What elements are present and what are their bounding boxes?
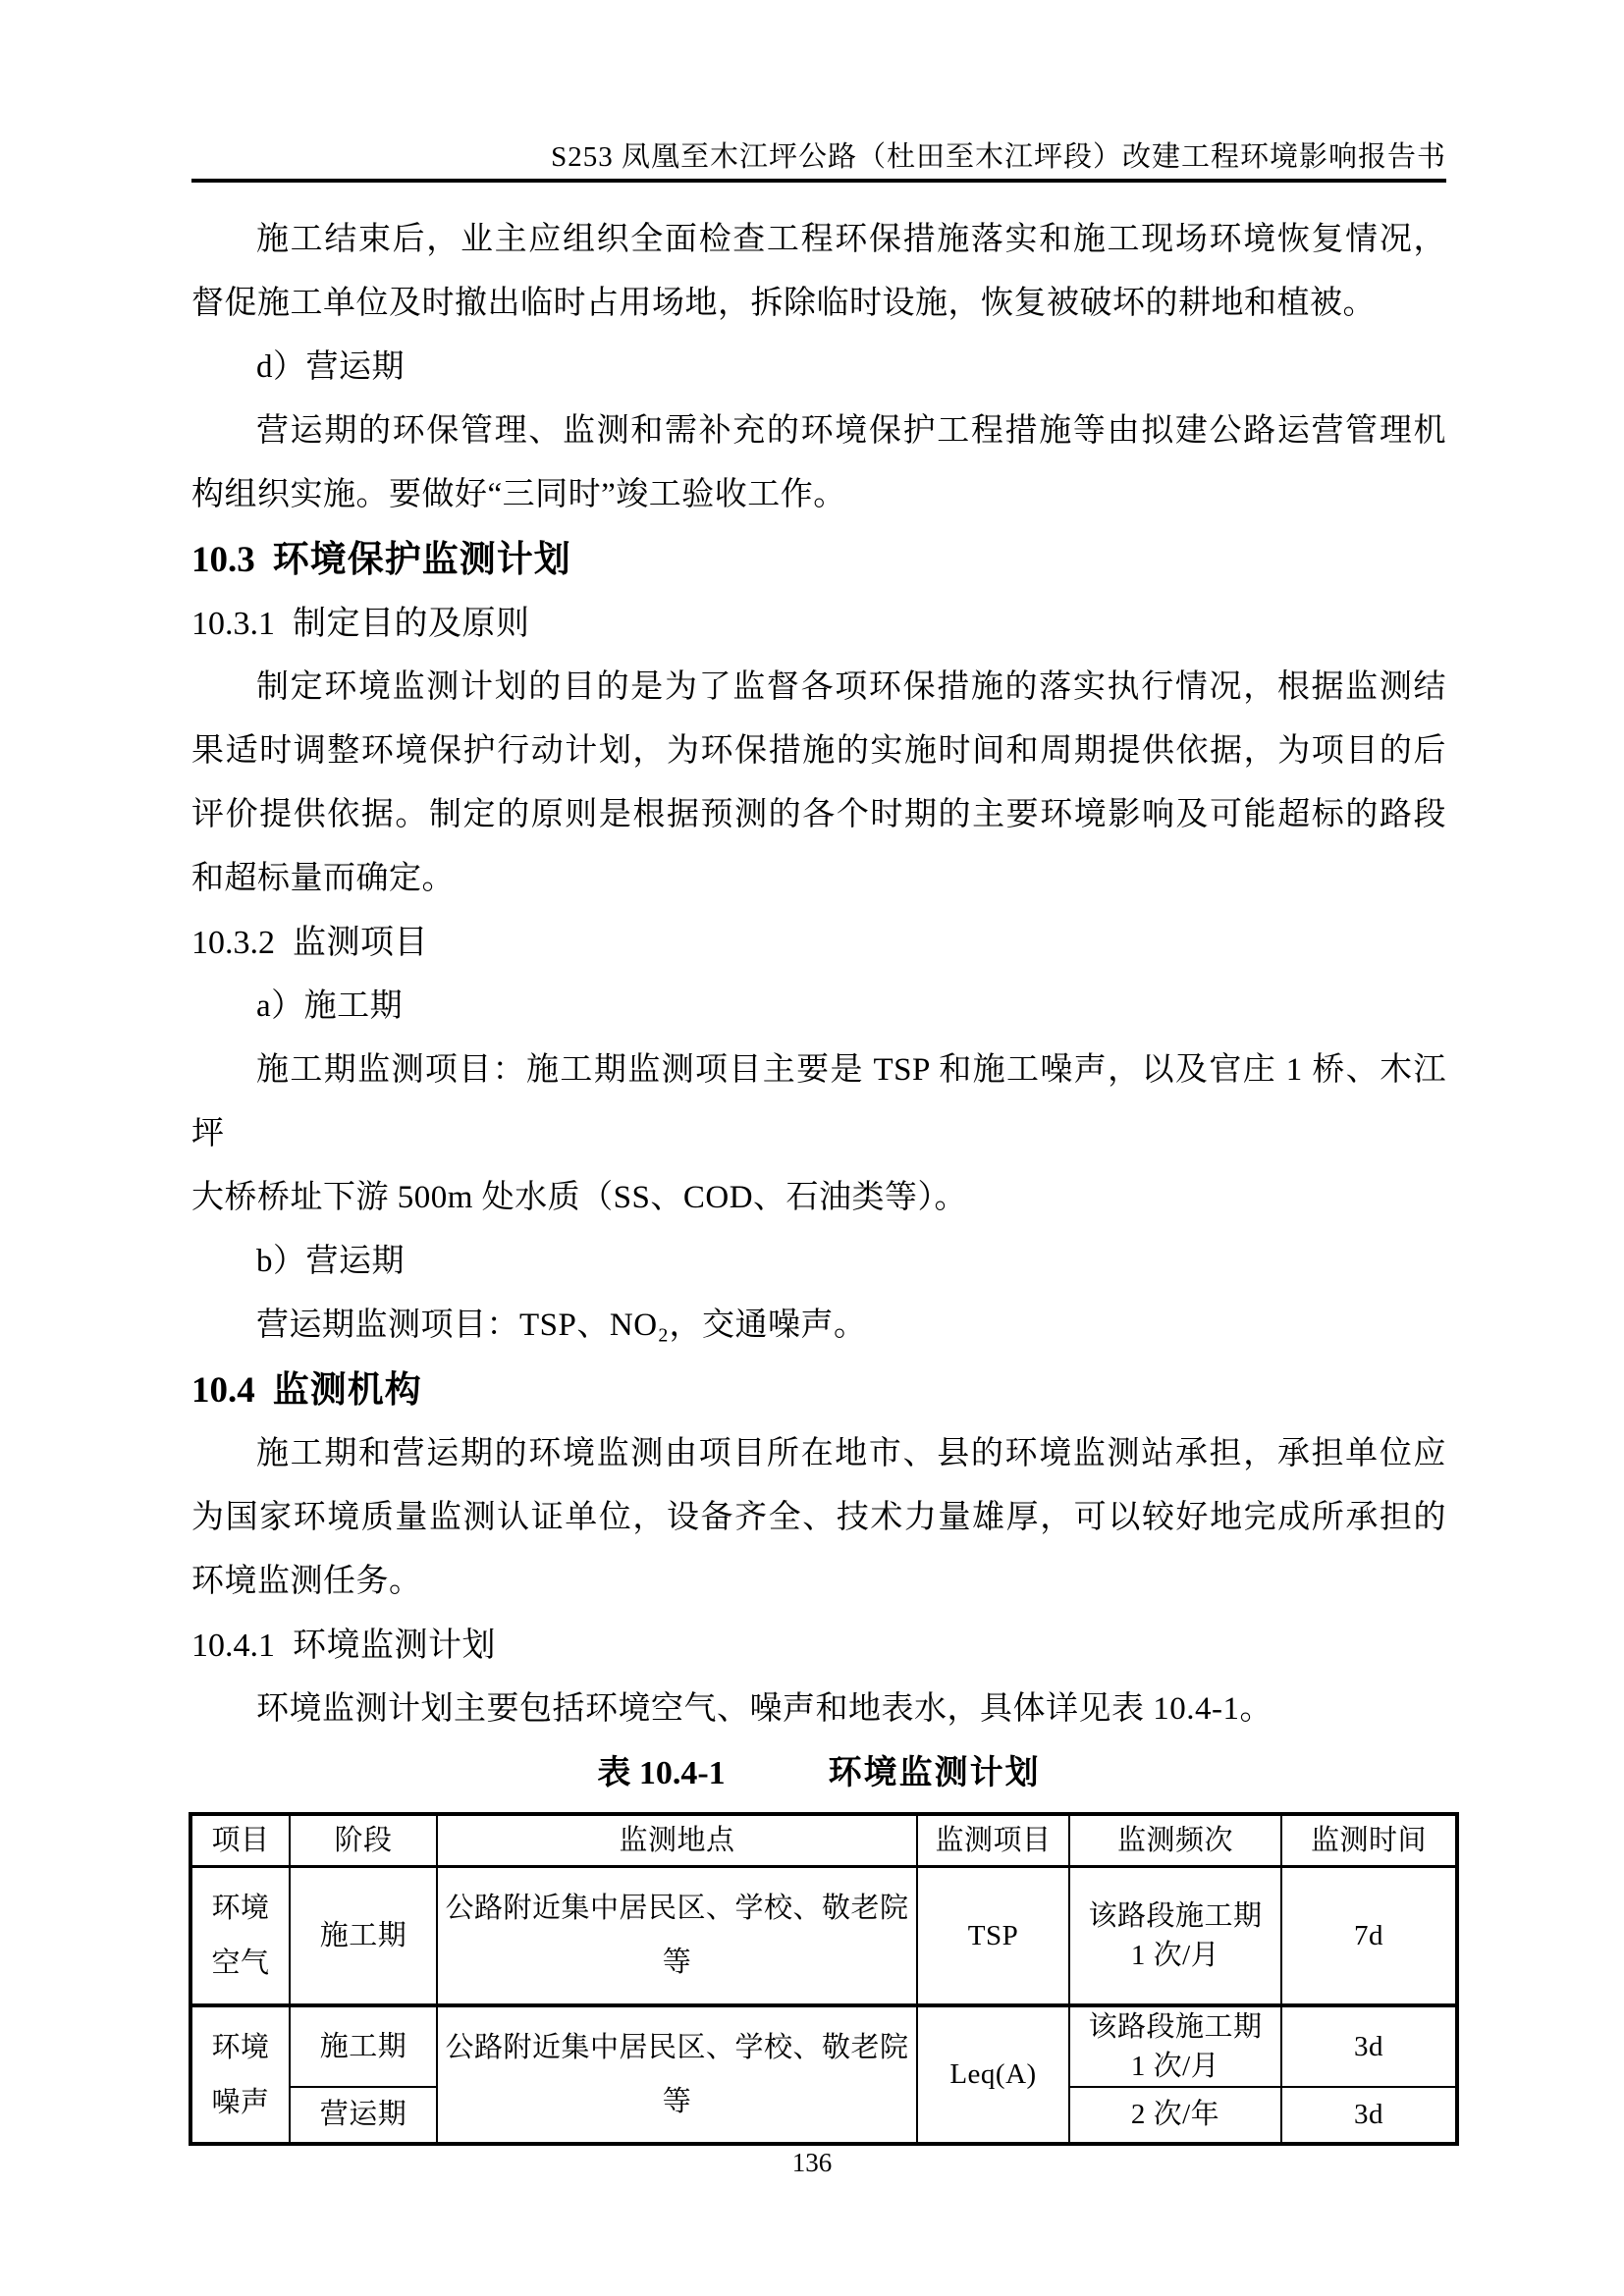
- cell-noise-frequency-construction: 该路段施工期 1 次/月: [1069, 2005, 1281, 2087]
- table-header-row: [190, 1814, 1457, 1867]
- subsection-heading-10-3-2: [191, 911, 1446, 975]
- column-header-item: 项目: [190, 1814, 290, 1867]
- paragraph-line: 构组织实施。要做好“三同时”竣工验收工作。: [191, 477, 846, 512]
- cell-air-parameter: TSP: [917, 1867, 1069, 2006]
- cell-air-item: 环境空气: [190, 1867, 290, 2006]
- section-heading-10-3: [191, 527, 1446, 592]
- table-caption: [191, 1741, 1446, 1805]
- cell-air-duration: 7d: [1281, 1867, 1457, 2006]
- cell-noise-item: 环境噪声: [190, 2005, 290, 2144]
- paragraph-line: 评价提供依据。制定的原则是根据预测的各个时期的主要环境影响及可能超标的路段: [191, 797, 1446, 832]
- section-number: 10.4.1: [191, 1628, 275, 1664]
- paragraph-line: 和超标量而确定。: [191, 861, 455, 896]
- column-header-phase: 阶段: [290, 1814, 437, 1867]
- table-row-noise-construction: [190, 2005, 1457, 2087]
- list-item-d: d）营运期: [256, 349, 405, 385]
- paragraph-line: 环境监测任务。: [191, 1564, 422, 1599]
- table-row-air: [190, 1867, 1457, 2006]
- cell-noise-location: 公路附近集中居民区、学校、敬老院等: [437, 2005, 917, 2144]
- page-header: [191, 0, 1446, 183]
- cell-air-phase: 施工期: [290, 1867, 437, 2006]
- subsection-heading-10-4-1: [191, 1614, 1446, 1678]
- section-number: 10.4: [191, 1370, 255, 1411]
- cell-noise-phase-construction: 施工期: [290, 2005, 437, 2087]
- paragraph-line: 营运期监测项目：TSP、NO₂，交通噪声。: [256, 1308, 867, 1343]
- paragraph-line: 制定环境监测计划的目的是为了监督各项环保措施的落实执行情况，根据监测结: [256, 669, 1446, 705]
- section-title: 环境保护监测计划: [272, 539, 571, 579]
- page-header-title: S253 凤凰至木江坪公路（杜田至木江坪段）改建工程环境影响报告书: [551, 141, 1446, 173]
- section-number: 10.3.1: [191, 606, 275, 642]
- paragraph-line: 营运期的环保管理、监测和需补充的环境保护工程措施等由拟建公路运营管理机: [256, 413, 1446, 449]
- cell-noise-frequency-operation: 2 次/年: [1069, 2087, 1281, 2144]
- paragraph-line: 施工期监测项目：施工期监测项目主要是 TSP 和施工噪声，以及官庄 1 桥、木江坪: [191, 1052, 1446, 1151]
- column-header-parameter: 监测项目: [917, 1814, 1069, 1867]
- monitoring-plan-table: [189, 1812, 1459, 2146]
- paragraph-line: 果适时调整环境保护行动计划，为环保措施的实施时间和周期提供依据，为项目的后: [191, 733, 1446, 769]
- section-heading-10-4: [191, 1358, 1446, 1422]
- section-title: 环境监测计划: [293, 1628, 496, 1664]
- paragraph-line: 环境监测计划主要包括环境空气、噪声和地表水，具体详见表 10.4-1。: [256, 1691, 1272, 1727]
- page-number: 136: [791, 2148, 833, 2177]
- section-title: 制定目的及原则: [293, 606, 530, 642]
- paragraph-line: 大桥桥址下游 500m 处水质（SS、COD、石油类等）。: [191, 1180, 968, 1215]
- section-title: 监测项目: [293, 925, 428, 961]
- cell-noise-duration-operation: 3d: [1281, 2087, 1457, 2144]
- paragraph-line: 督促施工单位及时撤出临时占用场地，拆除临时设施，恢复被破坏的耕地和植被。: [191, 286, 1376, 321]
- paragraph-line: 施工期和营运期的环境监测由项目所在地市、县的环境监测站承担，承担单位应: [256, 1436, 1446, 1471]
- document-body: [191, 208, 1446, 2146]
- section-number: 10.3: [191, 540, 255, 580]
- cell-noise-phase-operation: 营运期: [290, 2087, 437, 2144]
- table-caption-title: 环境监测计划: [828, 1754, 1041, 1791]
- cell-air-location: 公路附近集中居民区、学校、敬老院等: [437, 1867, 917, 2006]
- subsection-heading-10-3-1: [191, 592, 1446, 656]
- list-item-a: a）施工期: [256, 988, 404, 1024]
- cell-noise-parameter: Leq(A): [917, 2005, 1069, 2144]
- paragraph-line: 施工结束后，业主应组织全面检查工程环保措施落实和施工现场环境恢复情况，: [256, 222, 1446, 257]
- table-caption-number: 表 10.4-1: [597, 1755, 726, 1791]
- cell-noise-duration-construction: 3d: [1281, 2005, 1457, 2087]
- cell-air-frequency: 该路段施工期 1 次/月: [1069, 1867, 1281, 2006]
- column-header-frequency: 监测频次: [1069, 1814, 1281, 1867]
- list-item-b: b）营运期: [256, 1244, 405, 1279]
- section-number: 10.3.2: [191, 925, 275, 961]
- paragraph-line: 为国家环境质量监测认证单位，设备齐全、技术力量雄厚，可以较好地完成所承担的: [191, 1500, 1446, 1535]
- section-title: 监测机构: [272, 1369, 422, 1410]
- column-header-location: 监测地点: [437, 1814, 917, 1867]
- column-header-duration: 监测时间: [1281, 1814, 1457, 1867]
